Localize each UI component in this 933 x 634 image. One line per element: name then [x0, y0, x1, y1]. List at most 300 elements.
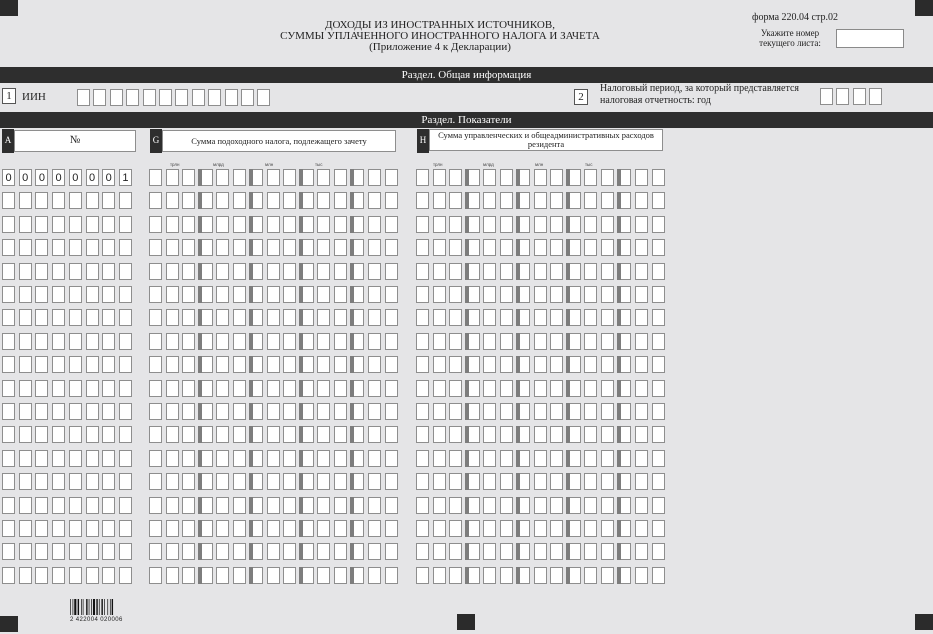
- admin-expense-digit-cell[interactable]: [416, 309, 429, 326]
- tax-credit-digit-cell[interactable]: [283, 216, 296, 233]
- admin-expense-digit-cell[interactable]: [500, 520, 513, 537]
- tax-credit-digit-cell[interactable]: [368, 286, 381, 303]
- row-number-cell[interactable]: [19, 520, 32, 537]
- admin-expense-digit-cell[interactable]: [416, 520, 429, 537]
- admin-expense-digit-cell[interactable]: [550, 543, 563, 560]
- admin-expense-digit-cell[interactable]: [500, 286, 513, 303]
- admin-expense-digit-cell[interactable]: [584, 520, 597, 537]
- admin-expense-digit-cell[interactable]: [483, 169, 496, 186]
- admin-expense-digit-cell[interactable]: [635, 520, 648, 537]
- tax-credit-digit-cell[interactable]: [368, 520, 381, 537]
- row-number-cell[interactable]: 0: [2, 169, 15, 186]
- row-number-cell[interactable]: [52, 239, 65, 256]
- admin-expense-digit-cell[interactable]: [534, 239, 547, 256]
- tax-credit-digit-cell[interactable]: [182, 356, 195, 373]
- admin-expense-digit-cell[interactable]: [550, 263, 563, 280]
- tax-credit-digit-cell[interactable]: [166, 473, 179, 490]
- admin-expense-digit-cell[interactable]: [500, 567, 513, 584]
- tax-credit-digit-cell[interactable]: [233, 450, 246, 467]
- tax-credit-digit-cell[interactable]: [317, 520, 330, 537]
- admin-expense-digit-cell[interactable]: [584, 473, 597, 490]
- admin-expense-digit-cell[interactable]: [416, 567, 429, 584]
- admin-expense-digit-cell[interactable]: [601, 426, 614, 443]
- row-number-cell[interactable]: [102, 286, 115, 303]
- tax-credit-digit-cell[interactable]: [182, 567, 195, 584]
- tax-credit-digit-cell[interactable]: [317, 403, 330, 420]
- tax-year-digit-cell[interactable]: [853, 88, 866, 105]
- row-number-cell[interactable]: [86, 567, 99, 584]
- row-number-cell[interactable]: [86, 543, 99, 560]
- admin-expense-digit-cell[interactable]: [433, 169, 446, 186]
- row-number-cell[interactable]: [52, 216, 65, 233]
- tax-credit-digit-cell[interactable]: [216, 450, 229, 467]
- admin-expense-digit-cell[interactable]: [601, 333, 614, 350]
- row-number-cell[interactable]: [86, 426, 99, 443]
- tax-credit-digit-cell[interactable]: [233, 333, 246, 350]
- tax-credit-digit-cell[interactable]: [216, 356, 229, 373]
- tax-credit-digit-cell[interactable]: [182, 263, 195, 280]
- admin-expense-digit-cell[interactable]: [601, 520, 614, 537]
- admin-expense-digit-cell[interactable]: [483, 543, 496, 560]
- admin-expense-digit-cell[interactable]: [449, 216, 462, 233]
- admin-expense-digit-cell[interactable]: [433, 543, 446, 560]
- row-number-cell[interactable]: [119, 239, 132, 256]
- admin-expense-digit-cell[interactable]: [500, 333, 513, 350]
- tax-credit-digit-cell[interactable]: [334, 473, 347, 490]
- row-number-cell[interactable]: [119, 216, 132, 233]
- admin-expense-digit-cell[interactable]: [449, 403, 462, 420]
- tax-credit-digit-cell[interactable]: [267, 567, 280, 584]
- admin-expense-digit-cell[interactable]: [483, 450, 496, 467]
- row-number-cell[interactable]: [2, 356, 15, 373]
- row-number-cell[interactable]: [69, 239, 82, 256]
- admin-expense-digit-cell[interactable]: [550, 567, 563, 584]
- row-number-cell[interactable]: [119, 309, 132, 326]
- tax-credit-digit-cell[interactable]: [385, 380, 398, 397]
- row-number-cell[interactable]: [35, 333, 48, 350]
- row-number-cell[interactable]: 0: [102, 169, 115, 186]
- admin-expense-digit-cell[interactable]: [416, 473, 429, 490]
- tax-credit-digit-cell[interactable]: [216, 286, 229, 303]
- row-number-cell[interactable]: [119, 473, 132, 490]
- row-number-cell[interactable]: [35, 520, 48, 537]
- row-number-cell[interactable]: [2, 309, 15, 326]
- tax-credit-digit-cell[interactable]: [166, 543, 179, 560]
- tax-credit-digit-cell[interactable]: [385, 403, 398, 420]
- row-number-cell[interactable]: [35, 543, 48, 560]
- row-number-cell[interactable]: [35, 450, 48, 467]
- tax-credit-digit-cell[interactable]: [283, 239, 296, 256]
- tax-credit-digit-cell[interactable]: [334, 239, 347, 256]
- admin-expense-digit-cell[interactable]: [584, 239, 597, 256]
- tax-credit-digit-cell[interactable]: [267, 333, 280, 350]
- tax-credit-digit-cell[interactable]: [385, 567, 398, 584]
- row-number-cell[interactable]: [86, 286, 99, 303]
- tax-credit-digit-cell[interactable]: [368, 263, 381, 280]
- tax-credit-digit-cell[interactable]: [233, 520, 246, 537]
- admin-expense-digit-cell[interactable]: [550, 333, 563, 350]
- admin-expense-digit-cell[interactable]: [584, 309, 597, 326]
- row-number-cell[interactable]: [35, 473, 48, 490]
- row-number-cell[interactable]: [35, 567, 48, 584]
- admin-expense-digit-cell[interactable]: [601, 567, 614, 584]
- tax-credit-digit-cell[interactable]: [334, 450, 347, 467]
- tax-credit-digit-cell[interactable]: [233, 169, 246, 186]
- row-number-cell[interactable]: [119, 380, 132, 397]
- sheet-number-input[interactable]: [836, 29, 904, 48]
- tax-credit-digit-cell[interactable]: [182, 543, 195, 560]
- tax-credit-digit-cell[interactable]: [317, 239, 330, 256]
- tax-credit-digit-cell[interactable]: [385, 520, 398, 537]
- row-number-cell[interactable]: [19, 239, 32, 256]
- tax-credit-digit-cell[interactable]: [149, 520, 162, 537]
- admin-expense-digit-cell[interactable]: [584, 426, 597, 443]
- admin-expense-digit-cell[interactable]: [433, 333, 446, 350]
- admin-expense-digit-cell[interactable]: [449, 309, 462, 326]
- admin-expense-digit-cell[interactable]: [584, 543, 597, 560]
- admin-expense-digit-cell[interactable]: [500, 497, 513, 514]
- admin-expense-digit-cell[interactable]: [433, 263, 446, 280]
- tax-credit-digit-cell[interactable]: [182, 450, 195, 467]
- tax-credit-digit-cell[interactable]: [334, 192, 347, 209]
- admin-expense-digit-cell[interactable]: [635, 309, 648, 326]
- tax-credit-digit-cell[interactable]: [368, 567, 381, 584]
- admin-expense-digit-cell[interactable]: [550, 450, 563, 467]
- admin-expense-digit-cell[interactable]: [449, 567, 462, 584]
- row-number-cell[interactable]: [119, 333, 132, 350]
- row-number-cell[interactable]: [69, 520, 82, 537]
- row-number-cell[interactable]: [69, 380, 82, 397]
- tax-credit-digit-cell[interactable]: [267, 450, 280, 467]
- admin-expense-digit-cell[interactable]: [416, 216, 429, 233]
- admin-expense-digit-cell[interactable]: [601, 216, 614, 233]
- admin-expense-digit-cell[interactable]: [635, 333, 648, 350]
- tax-credit-digit-cell[interactable]: [166, 426, 179, 443]
- admin-expense-digit-cell[interactable]: [433, 473, 446, 490]
- admin-expense-digit-cell[interactable]: [652, 567, 665, 584]
- admin-expense-digit-cell[interactable]: [416, 356, 429, 373]
- tax-credit-digit-cell[interactable]: [166, 567, 179, 584]
- admin-expense-digit-cell[interactable]: [534, 263, 547, 280]
- tax-credit-digit-cell[interactable]: [182, 192, 195, 209]
- tax-credit-digit-cell[interactable]: [267, 263, 280, 280]
- admin-expense-digit-cell[interactable]: [500, 426, 513, 443]
- tax-credit-digit-cell[interactable]: [149, 380, 162, 397]
- admin-expense-digit-cell[interactable]: [534, 426, 547, 443]
- row-number-cell[interactable]: [69, 286, 82, 303]
- admin-expense-digit-cell[interactable]: [601, 403, 614, 420]
- admin-expense-digit-cell[interactable]: [635, 286, 648, 303]
- admin-expense-digit-cell[interactable]: [416, 497, 429, 514]
- row-number-cell[interactable]: [119, 450, 132, 467]
- row-number-cell[interactable]: [19, 543, 32, 560]
- admin-expense-digit-cell[interactable]: [584, 356, 597, 373]
- admin-expense-digit-cell[interactable]: [635, 450, 648, 467]
- tax-credit-digit-cell[interactable]: [182, 309, 195, 326]
- tax-credit-digit-cell[interactable]: [283, 497, 296, 514]
- row-number-cell[interactable]: 0: [19, 169, 32, 186]
- admin-expense-digit-cell[interactable]: [601, 450, 614, 467]
- admin-expense-digit-cell[interactable]: [550, 216, 563, 233]
- admin-expense-digit-cell[interactable]: [601, 309, 614, 326]
- admin-expense-digit-cell[interactable]: [433, 216, 446, 233]
- admin-expense-digit-cell[interactable]: [652, 309, 665, 326]
- tax-credit-digit-cell[interactable]: [385, 356, 398, 373]
- row-number-cell[interactable]: [86, 473, 99, 490]
- admin-expense-digit-cell[interactable]: [500, 239, 513, 256]
- row-number-cell[interactable]: [102, 192, 115, 209]
- row-number-cell[interactable]: [86, 263, 99, 280]
- admin-expense-digit-cell[interactable]: [635, 263, 648, 280]
- row-number-cell[interactable]: [35, 263, 48, 280]
- row-number-cell[interactable]: [86, 192, 99, 209]
- iin-digit-cell[interactable]: [257, 89, 270, 106]
- tax-credit-digit-cell[interactable]: [283, 403, 296, 420]
- row-number-cell[interactable]: [69, 426, 82, 443]
- row-number-cell[interactable]: [86, 450, 99, 467]
- tax-credit-digit-cell[interactable]: [166, 333, 179, 350]
- row-number-cell[interactable]: [52, 286, 65, 303]
- admin-expense-digit-cell[interactable]: [601, 497, 614, 514]
- admin-expense-digit-cell[interactable]: [601, 263, 614, 280]
- row-number-cell[interactable]: [35, 286, 48, 303]
- row-number-cell[interactable]: [52, 450, 65, 467]
- tax-credit-digit-cell[interactable]: [368, 356, 381, 373]
- tax-credit-digit-cell[interactable]: [385, 426, 398, 443]
- iin-digit-cell[interactable]: [77, 89, 90, 106]
- admin-expense-digit-cell[interactable]: [534, 473, 547, 490]
- admin-expense-digit-cell[interactable]: [449, 497, 462, 514]
- tax-credit-digit-cell[interactable]: [385, 263, 398, 280]
- admin-expense-digit-cell[interactable]: [584, 263, 597, 280]
- tax-credit-digit-cell[interactable]: [385, 333, 398, 350]
- tax-credit-digit-cell[interactable]: [233, 356, 246, 373]
- row-number-cell[interactable]: [19, 216, 32, 233]
- tax-credit-digit-cell[interactable]: [283, 169, 296, 186]
- row-number-cell[interactable]: [35, 380, 48, 397]
- tax-credit-digit-cell[interactable]: [334, 309, 347, 326]
- tax-credit-digit-cell[interactable]: [267, 473, 280, 490]
- tax-credit-digit-cell[interactable]: [317, 263, 330, 280]
- tax-credit-digit-cell[interactable]: [216, 192, 229, 209]
- tax-credit-digit-cell[interactable]: [149, 356, 162, 373]
- admin-expense-digit-cell[interactable]: [500, 450, 513, 467]
- row-number-cell[interactable]: [102, 333, 115, 350]
- tax-credit-digit-cell[interactable]: [368, 192, 381, 209]
- tax-credit-digit-cell[interactable]: [267, 239, 280, 256]
- tax-credit-digit-cell[interactable]: [216, 567, 229, 584]
- admin-expense-digit-cell[interactable]: [500, 356, 513, 373]
- admin-expense-digit-cell[interactable]: [601, 169, 614, 186]
- tax-credit-digit-cell[interactable]: [385, 216, 398, 233]
- row-number-cell[interactable]: [19, 309, 32, 326]
- tax-credit-digit-cell[interactable]: [233, 426, 246, 443]
- tax-credit-digit-cell[interactable]: [317, 169, 330, 186]
- admin-expense-digit-cell[interactable]: [416, 450, 429, 467]
- admin-expense-digit-cell[interactable]: [500, 403, 513, 420]
- tax-credit-digit-cell[interactable]: [182, 380, 195, 397]
- tax-credit-digit-cell[interactable]: [166, 450, 179, 467]
- tax-credit-digit-cell[interactable]: [267, 520, 280, 537]
- tax-credit-digit-cell[interactable]: [233, 239, 246, 256]
- admin-expense-digit-cell[interactable]: [433, 497, 446, 514]
- admin-expense-digit-cell[interactable]: [433, 403, 446, 420]
- tax-credit-digit-cell[interactable]: [317, 473, 330, 490]
- row-number-cell[interactable]: [69, 543, 82, 560]
- admin-expense-digit-cell[interactable]: [635, 380, 648, 397]
- admin-expense-digit-cell[interactable]: [483, 380, 496, 397]
- row-number-cell[interactable]: [2, 286, 15, 303]
- admin-expense-digit-cell[interactable]: [534, 403, 547, 420]
- row-number-cell[interactable]: [52, 567, 65, 584]
- iin-digit-cell[interactable]: [110, 89, 123, 106]
- admin-expense-digit-cell[interactable]: [550, 169, 563, 186]
- tax-credit-digit-cell[interactable]: [368, 216, 381, 233]
- tax-credit-digit-cell[interactable]: [317, 543, 330, 560]
- row-number-cell[interactable]: [86, 520, 99, 537]
- admin-expense-digit-cell[interactable]: [500, 263, 513, 280]
- tax-credit-digit-cell[interactable]: [216, 239, 229, 256]
- row-number-cell[interactable]: [2, 380, 15, 397]
- row-number-cell[interactable]: [119, 520, 132, 537]
- tax-credit-digit-cell[interactable]: [385, 239, 398, 256]
- row-number-cell[interactable]: [2, 216, 15, 233]
- tax-credit-digit-cell[interactable]: [368, 403, 381, 420]
- tax-credit-digit-cell[interactable]: [334, 333, 347, 350]
- admin-expense-digit-cell[interactable]: [433, 567, 446, 584]
- tax-credit-digit-cell[interactable]: [385, 192, 398, 209]
- admin-expense-digit-cell[interactable]: [433, 426, 446, 443]
- admin-expense-digit-cell[interactable]: [534, 192, 547, 209]
- row-number-cell[interactable]: [102, 239, 115, 256]
- admin-expense-digit-cell[interactable]: [483, 216, 496, 233]
- admin-expense-digit-cell[interactable]: [416, 286, 429, 303]
- admin-expense-digit-cell[interactable]: [449, 473, 462, 490]
- tax-credit-digit-cell[interactable]: [149, 497, 162, 514]
- tax-credit-digit-cell[interactable]: [149, 567, 162, 584]
- admin-expense-digit-cell[interactable]: [550, 286, 563, 303]
- admin-expense-digit-cell[interactable]: [416, 239, 429, 256]
- row-number-cell[interactable]: [69, 309, 82, 326]
- admin-expense-digit-cell[interactable]: [652, 543, 665, 560]
- admin-expense-digit-cell[interactable]: [449, 450, 462, 467]
- row-number-cell[interactable]: [52, 543, 65, 560]
- tax-credit-digit-cell[interactable]: [334, 216, 347, 233]
- tax-credit-digit-cell[interactable]: [267, 403, 280, 420]
- admin-expense-digit-cell[interactable]: [534, 520, 547, 537]
- tax-credit-digit-cell[interactable]: [368, 169, 381, 186]
- row-number-cell[interactable]: [119, 543, 132, 560]
- tax-credit-digit-cell[interactable]: [233, 286, 246, 303]
- tax-credit-digit-cell[interactable]: [149, 426, 162, 443]
- admin-expense-digit-cell[interactable]: [449, 520, 462, 537]
- admin-expense-digit-cell[interactable]: [534, 543, 547, 560]
- tax-credit-digit-cell[interactable]: [334, 169, 347, 186]
- iin-digit-cell[interactable]: [93, 89, 106, 106]
- tax-credit-digit-cell[interactable]: [385, 309, 398, 326]
- row-number-cell[interactable]: [69, 473, 82, 490]
- tax-credit-digit-cell[interactable]: [216, 216, 229, 233]
- tax-credit-digit-cell[interactable]: [216, 497, 229, 514]
- tax-credit-digit-cell[interactable]: [317, 309, 330, 326]
- row-number-cell[interactable]: [69, 333, 82, 350]
- row-number-cell[interactable]: [52, 520, 65, 537]
- tax-credit-digit-cell[interactable]: [149, 543, 162, 560]
- iin-digit-cell[interactable]: [192, 89, 205, 106]
- tax-credit-digit-cell[interactable]: [334, 286, 347, 303]
- tax-credit-digit-cell[interactable]: [283, 309, 296, 326]
- row-number-cell[interactable]: [69, 403, 82, 420]
- admin-expense-digit-cell[interactable]: [652, 520, 665, 537]
- admin-expense-digit-cell[interactable]: [584, 216, 597, 233]
- tax-credit-digit-cell[interactable]: [166, 403, 179, 420]
- row-number-cell[interactable]: [19, 497, 32, 514]
- admin-expense-digit-cell[interactable]: [550, 192, 563, 209]
- tax-credit-digit-cell[interactable]: [317, 426, 330, 443]
- tax-credit-digit-cell[interactable]: [267, 356, 280, 373]
- row-number-cell[interactable]: [102, 426, 115, 443]
- tax-credit-digit-cell[interactable]: [233, 543, 246, 560]
- admin-expense-digit-cell[interactable]: [483, 403, 496, 420]
- admin-expense-digit-cell[interactable]: [652, 426, 665, 443]
- admin-expense-digit-cell[interactable]: [550, 520, 563, 537]
- row-number-cell[interactable]: [69, 567, 82, 584]
- row-number-cell[interactable]: [35, 497, 48, 514]
- row-number-cell[interactable]: [102, 520, 115, 537]
- tax-credit-digit-cell[interactable]: [182, 216, 195, 233]
- tax-credit-digit-cell[interactable]: [317, 450, 330, 467]
- row-number-cell[interactable]: [52, 192, 65, 209]
- row-number-cell[interactable]: [2, 543, 15, 560]
- admin-expense-digit-cell[interactable]: [534, 333, 547, 350]
- admin-expense-digit-cell[interactable]: [483, 239, 496, 256]
- row-number-cell[interactable]: [119, 567, 132, 584]
- row-number-cell[interactable]: [119, 497, 132, 514]
- row-number-cell[interactable]: [19, 380, 32, 397]
- admin-expense-digit-cell[interactable]: [483, 356, 496, 373]
- admin-expense-digit-cell[interactable]: [652, 380, 665, 397]
- admin-expense-digit-cell[interactable]: [652, 169, 665, 186]
- row-number-cell[interactable]: 0: [69, 169, 82, 186]
- tax-credit-digit-cell[interactable]: [283, 192, 296, 209]
- tax-credit-digit-cell[interactable]: [149, 169, 162, 186]
- row-number-cell[interactable]: [119, 263, 132, 280]
- tax-credit-digit-cell[interactable]: [149, 263, 162, 280]
- tax-credit-digit-cell[interactable]: [149, 333, 162, 350]
- tax-year-digit-cell[interactable]: [836, 88, 849, 105]
- tax-credit-digit-cell[interactable]: [149, 450, 162, 467]
- row-number-cell[interactable]: [102, 543, 115, 560]
- tax-credit-digit-cell[interactable]: [334, 567, 347, 584]
- row-number-cell[interactable]: [35, 216, 48, 233]
- row-number-cell[interactable]: [2, 192, 15, 209]
- admin-expense-digit-cell[interactable]: [652, 263, 665, 280]
- row-number-cell[interactable]: [86, 403, 99, 420]
- tax-credit-digit-cell[interactable]: [182, 497, 195, 514]
- row-number-cell[interactable]: [102, 497, 115, 514]
- tax-year-digit-cell[interactable]: [820, 88, 833, 105]
- row-number-cell[interactable]: [2, 473, 15, 490]
- row-number-cell[interactable]: [2, 263, 15, 280]
- tax-credit-digit-cell[interactable]: [182, 239, 195, 256]
- admin-expense-digit-cell[interactable]: [433, 356, 446, 373]
- tax-credit-digit-cell[interactable]: [283, 450, 296, 467]
- row-number-cell[interactable]: [2, 497, 15, 514]
- row-number-cell[interactable]: [69, 497, 82, 514]
- row-number-cell[interactable]: [86, 216, 99, 233]
- admin-expense-digit-cell[interactable]: [416, 263, 429, 280]
- row-number-cell[interactable]: [86, 356, 99, 373]
